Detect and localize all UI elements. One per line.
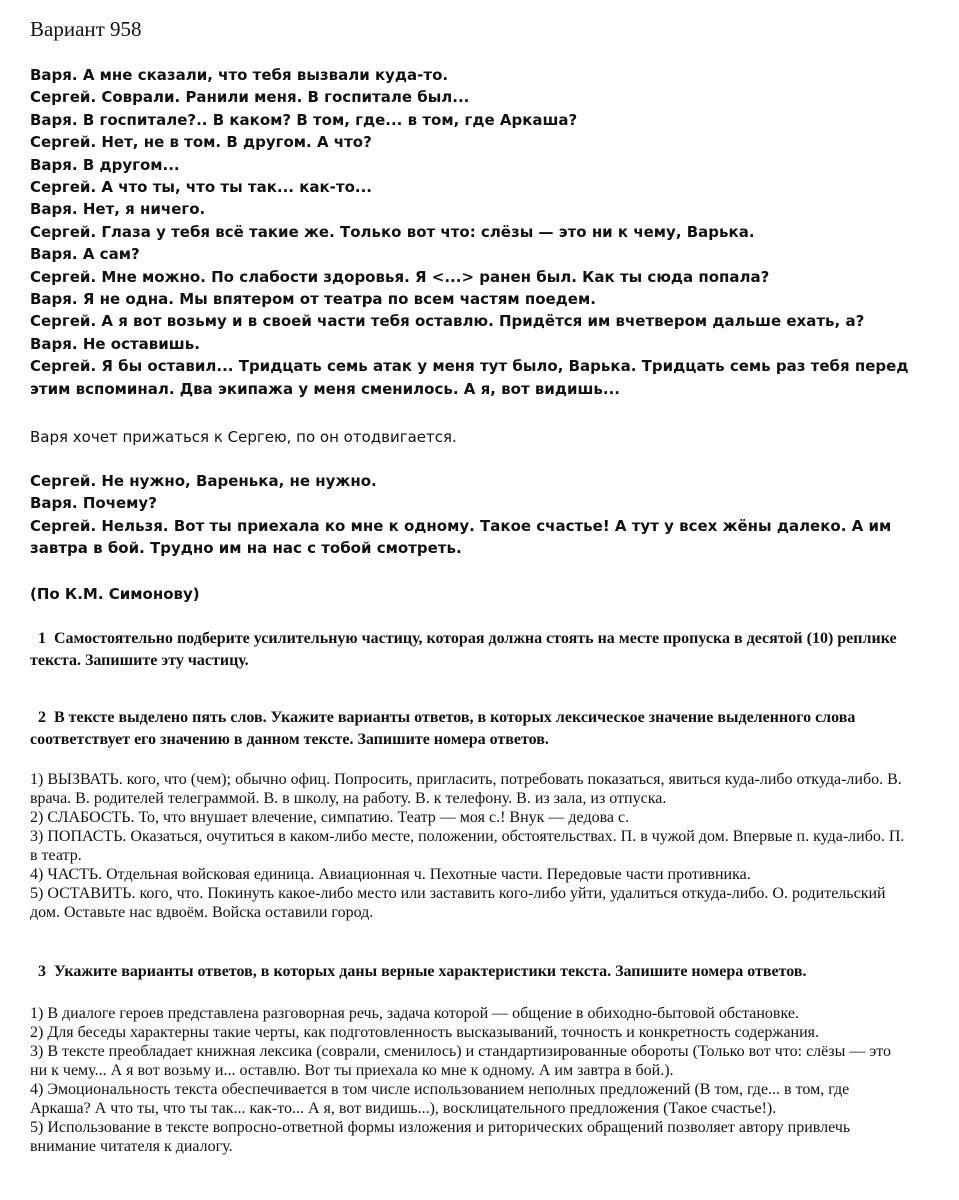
task-text: В тексте выделено пять слов. Укажите варианты ответов, в которых лексическое значение выделенного слова соответствует его значению в данном тексте. Запишите номера ответов. xyxy=(30,709,856,748)
dialog-line: Сергей. А я вот возьму и в своей части тебя оставлю. Придётся им вчетвером дальше ехать, а? xyxy=(30,312,865,331)
task-3-options xyxy=(30,1004,910,1156)
dialog-line: Варя. Почему? xyxy=(30,494,157,513)
task-2-options xyxy=(30,770,910,922)
task-3 xyxy=(30,961,930,983)
variant-title: Вариант 958 xyxy=(30,17,142,41)
answer-option: 1) В диалоге героев представлена разговорная речь, задача которой — общение в обиходно-бытовой обстановке. xyxy=(30,1005,799,1022)
dialog-line: Сергей. Соврали. Ранили меня. В госпитале был... xyxy=(30,88,470,107)
task-text: Укажите варианты ответов, в которых даны верные характеристики текста. Запишите номера ответов. xyxy=(54,963,807,980)
task-number: 1 xyxy=(38,630,46,647)
dialog-line: Сергей. Мне можно. По слабости здоровья. Я <...> ранен был. Как ты сюда попала? xyxy=(30,267,770,286)
dialog-line: Варя. Я не одна. Мы впятером от театра по всем частям поедем. xyxy=(30,290,596,309)
dialog-line: Сергей. Я бы оставил... Тридцать семь атак у меня тут было, Варька. Тридцать семь раз тебя перед этим вспоминал. Два экипажа у меня сменилось. А я, вот видишь... xyxy=(30,357,909,398)
answer-option: 4) ЧАСТЬ. Отдельная войсковая единица. Авиационная ч. Пехотные части. Передовые части противника. xyxy=(30,866,751,883)
answer-option: 4) Эмоциональность текста обеспечивается в том числе использованием неполных предложений (В том, где... в том, где Аркаша? А что ты, что ты так... как-то... А я, вот видишь...), восклицательного предложения (Такое счастье!). xyxy=(30,1081,850,1117)
dialog-line: Сергей. Не нужно, Варенька, не нужно. xyxy=(30,472,377,490)
task-number: 3 xyxy=(38,963,46,980)
source-attribution: (По К.М. Симонову) xyxy=(30,585,200,603)
dialog-line: Сергей. Глаза у тебя всё такие же. Только вот что: слёзы — это ни к чему, Варька. xyxy=(30,222,755,241)
dialog-text xyxy=(30,64,935,400)
dialog-line: Варя. В другом... xyxy=(30,155,180,174)
answer-option: 5) Использование в тексте вопросно-ответной формы изложения и риторических обращений позволяет автору привлечь внимание читателя к диалогу. xyxy=(30,1119,851,1155)
dialog-line: Сергей. Нет, не в том. В другом. А что? xyxy=(30,133,372,152)
answer-option: 3) ПОПАСТЬ. Оказаться, очутиться в каком-либо месте, положении, обстоятельствах. П. в чужой дом. Впервые п. куда-либо. П. в театр. xyxy=(30,828,905,864)
task-1 xyxy=(30,628,930,671)
answer-option: 1) ВЫЗВАТЬ. кого, что (чем); обычно офиц. Попросить, пригласить, потребовать показаться, явиться куда-либо откуда-либо. В. врача. В. родителей телеграммой. В. в школу, на работу. В. к телефону. В. из зала, из отпуска. xyxy=(30,771,902,807)
dialog-line: Варя. А сам? xyxy=(30,245,140,264)
stage-remark: Варя хочет прижаться к Сергею, по он отодвигается. xyxy=(30,428,457,446)
task-2 xyxy=(30,707,930,750)
answer-option: 3) В тексте преобладает книжная лексика (соврали, сменилось) и стандартизированные обороты (Только вот что: слёзы — это ни к чему... А я вот возьму и... оставлю. Вот ты приехала ко мне к одному. А им завтра в бой.). xyxy=(30,1043,891,1079)
answer-option: 2) Для беседы характерны такие черты, как подготовленность высказываний, точность и конкретность содержания. xyxy=(30,1024,820,1041)
answer-option: 2) СЛАБОСТЬ. То, что внушает влечение, симпатию. Театр — моя с.! Внук — дедова с. xyxy=(30,809,630,826)
task-number: 2 xyxy=(38,709,46,726)
dialog-line: Варя. Не оставишь. xyxy=(30,334,200,353)
dialog-line: Варя. Нет, я ничего. xyxy=(30,200,206,219)
dialog-line: Варя. А мне сказали, что тебя вызвали куда-то. xyxy=(30,66,449,84)
dialog-line: Сергей. А что ты, что ты так... как-то... xyxy=(30,178,373,197)
dialog-line: Варя. В госпитале?.. В каком? В том, где... в том, где Аркаша? xyxy=(30,110,578,129)
dialog-line: Сергей. Нельзя. Вот ты приехала ко мне к одному. Такое счастье! А тут у всех жёны далеко. А им завтра в бой. Трудно им на нас с тобой смотреть. xyxy=(30,516,892,558)
dialog-text-continued xyxy=(30,470,930,560)
answer-option: 5) ОСТАВИТЬ. кого, что. Покинуть какое-либо место или заставить кого-либо уйти, удалиться откуда-либо. О. родительский дом. Оставьте нас вдвоём. Войска оставили город. xyxy=(30,885,886,921)
task-text: Самостоятельно подберите усилительную частицу, которая должна стоять на месте пропуска в десятой (10) реплике текста. Запишите эту частицу. xyxy=(30,630,897,669)
